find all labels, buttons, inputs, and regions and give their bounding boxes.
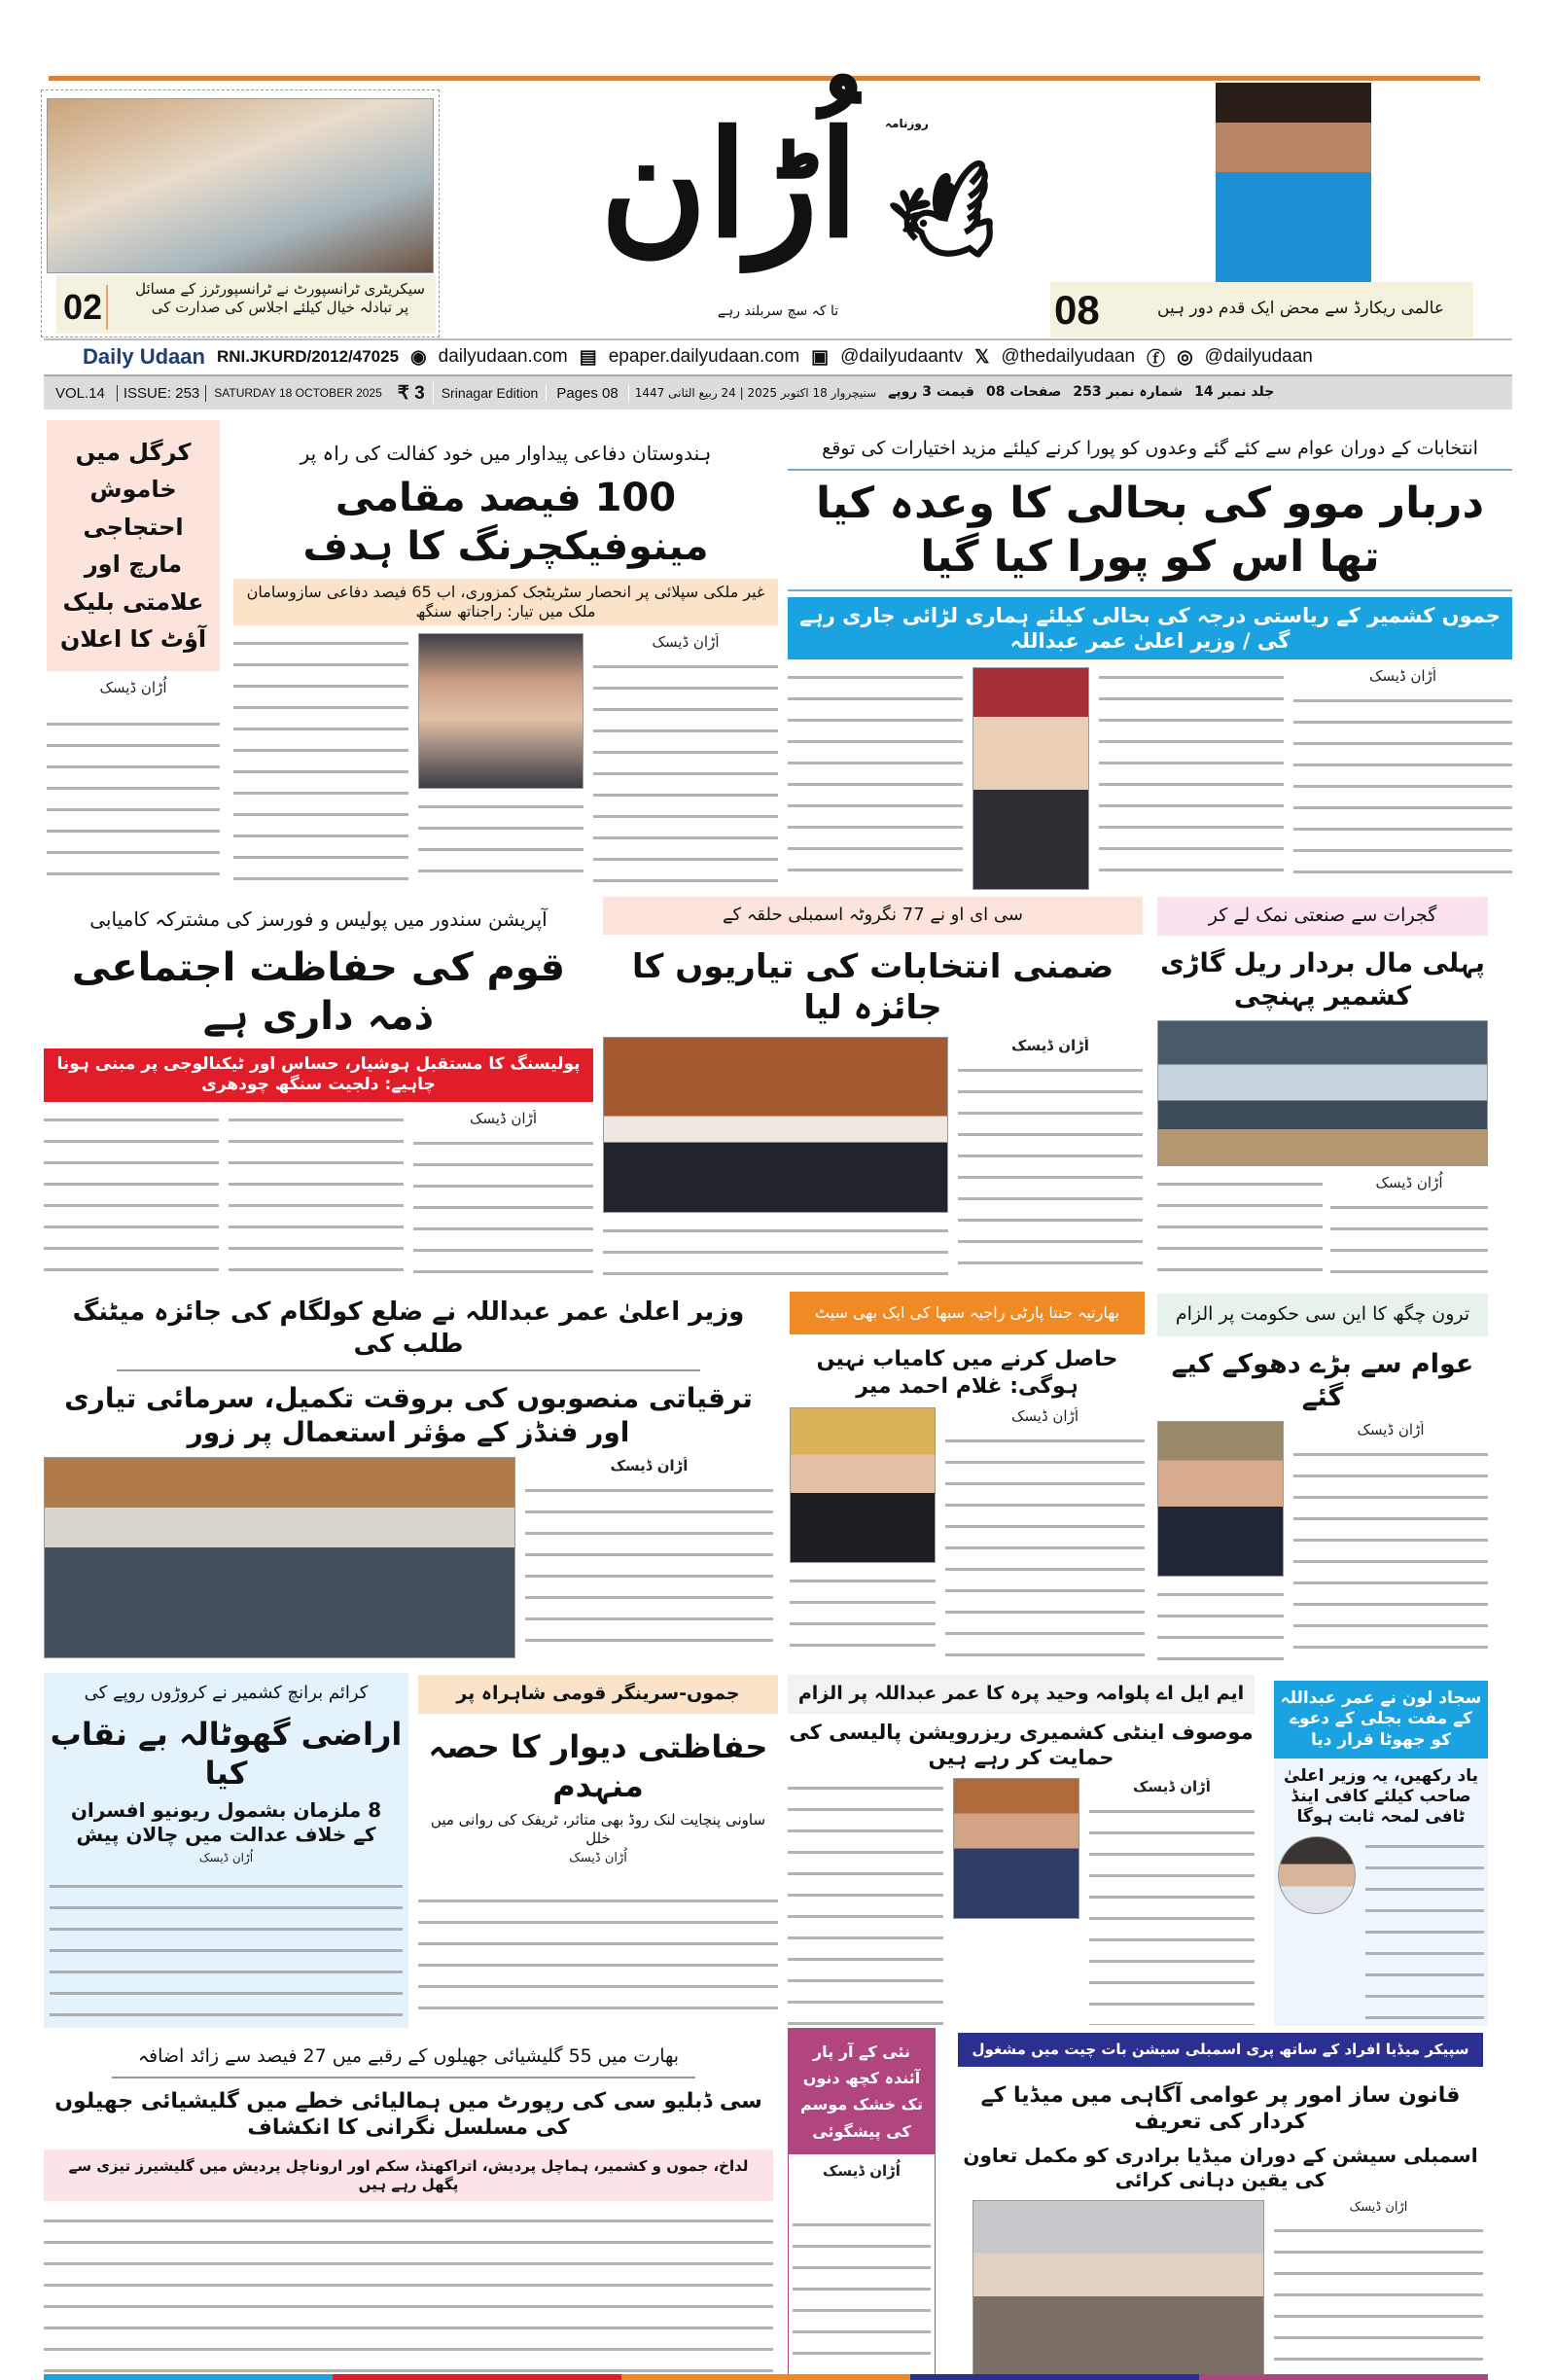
teaser-photo-cricketer (1216, 83, 1371, 282)
body-text (945, 1431, 1145, 1661)
story-sajad-lone[interactable] (1274, 1681, 1488, 2026)
headline: ترقیاتی منصوبوں کی بروقت تکمیل، سرمائی تیاری اور فنڈز کے مؤثر استعمال پر زور (64, 1382, 753, 1448)
issue-date: SATURDAY 18 OCTOBER 2025 (214, 386, 382, 400)
logo-text: اُڑان (600, 99, 859, 270)
urdu-price: قیمت 3 روپے (888, 384, 974, 401)
body-text (413, 1133, 593, 1280)
facebook-icon: ⓕ (1147, 348, 1166, 370)
story-land-scam[interactable] (44, 1673, 408, 2028)
story-glacier[interactable] (44, 2038, 773, 2373)
teaser-caption: عالمی ریکارڈ سے محض ایک قدم دور ہیں (1157, 299, 1444, 318)
byline: اُڑان ڈیسک (1010, 1407, 1079, 1425)
issue-number: ISSUE: 253 (118, 385, 206, 402)
teaser-page-number: 02 (59, 285, 108, 330)
urdu-issue: شمارہ نمبر 253 (1073, 384, 1184, 401)
instagram-icon: ◎ (1177, 346, 1193, 368)
body-text (1274, 2220, 1483, 2375)
x-link[interactable]: @thedailyudaan (1001, 346, 1136, 367)
story-body (44, 1457, 773, 1658)
story-body (1274, 1836, 1488, 2027)
right-teaser[interactable] (1050, 83, 1473, 337)
kicker: کرائم برانچ کشمیر نے کروڑوں روپے کی (84, 1683, 369, 1703)
bird-icon: 🕊 (880, 152, 1020, 287)
body-text (788, 667, 963, 890)
kicker: ہندوستان دفاعی پیداوار میں خود کفالت کی راہ پر (300, 442, 712, 465)
story-body (233, 633, 778, 885)
epaper-link[interactable]: epaper.dailyudaan.com (608, 346, 800, 367)
left-teaser[interactable] (41, 89, 440, 337)
body-text (788, 1778, 943, 2025)
body-text (1157, 1584, 1284, 1663)
body-text (1293, 691, 1512, 890)
body-text (229, 1110, 404, 1280)
headline: قوم کی حفاظت اجتماعی ذمہ داری ہے (71, 945, 566, 1039)
headline: کرگل میں خاموش احتجاجی مارچ اور علامتی بلیک آؤٹ کا اعلان (47, 420, 220, 671)
story-kargil[interactable] (47, 420, 220, 887)
urdu-date: سنیچروار 18 اکتوبر 2025 | 24 ربیع الثانی 1447 (634, 385, 877, 400)
registration: RNI.JKURD/2012/47025 (216, 347, 400, 366)
logo (584, 88, 1031, 331)
pages: Pages 08 (547, 385, 628, 402)
photo-ceo-meeting (603, 1037, 948, 1213)
byline: اُڑان ڈیسک (99, 679, 167, 697)
body-text (418, 797, 584, 885)
photo-waheed-para (953, 1778, 1079, 1919)
byline: اُڑان ڈیسک (1349, 2199, 1408, 2215)
story-speaker[interactable] (958, 2033, 1483, 2375)
social-link[interactable]: @dailyudaan (1204, 346, 1313, 367)
byline: اُڑان ڈیسک (1011, 1036, 1089, 1054)
headline: حفاظتی دیوار کا حصہ منہدم (428, 1727, 768, 1804)
story-byelection[interactable] (603, 897, 1143, 1281)
story-highway-wall[interactable] (418, 1675, 778, 2025)
body-text (47, 714, 220, 887)
headline: قانون ساز امور پر عوامی آگاہی میں میڈیا کے کردار کی تعریف (980, 2082, 1461, 2135)
byline: اُڑان ڈیسک (1368, 667, 1437, 686)
body-text (1330, 1197, 1488, 1281)
photo-tarun-chugh (1157, 1421, 1284, 1577)
story-lead-darbar-move[interactable] (788, 428, 1512, 890)
kicker: ایم ایل اے پلوامہ وحید پرہ کا عمر عبداللہ پر الزام (788, 1675, 1255, 1714)
photo-ghulam-ahmad-mir (790, 1407, 936, 1563)
body-text (793, 2215, 931, 2371)
kicker: سپیکر میڈیا افراد کے ساتھ پری اسمبلی سیشن بات چیت میں مشغول (958, 2033, 1483, 2067)
kicker: وزیر اعلیٰ عمر عبداللہ نے ضلع کولگام کی جائزہ میٹنگ طلب کی (72, 1297, 745, 1359)
headline: یاد رکھیں، یہ وزیر اعلیٰ صاحب کیلئے کافی اینڈ ٹافی لمحہ ثابت ہوگا (1284, 1765, 1478, 1828)
body-text (790, 1571, 936, 1661)
body-text (233, 633, 408, 885)
kicker: سی ای او نے 77 نگروٹہ اسمبلی حلقہ کے (603, 897, 1143, 935)
issue-bar (44, 374, 1512, 409)
body-text (1365, 1836, 1484, 2023)
subheadline: 8 ملزمان بشمول ریونیو افسران کے خلاف عدالت میں چالان پیش (70, 1797, 382, 1846)
story-police[interactable] (44, 900, 593, 1279)
byline: اُڑان ڈیسک (610, 1457, 689, 1474)
story-waheed-para[interactable] (788, 1675, 1255, 2025)
youtube-link[interactable]: @dailyudaantv (840, 346, 964, 367)
teaser-photo-meeting (47, 98, 434, 273)
body-text (44, 1110, 219, 1280)
story-body (790, 1407, 1145, 1661)
photo-rajnath-singh (418, 633, 584, 789)
headline: ضمنی انتخابات کی تیاریوں کا جائزہ لیا (631, 946, 1114, 1027)
subheadline: غیر ملکی سپلائی پر انحصار سٹریٹجک کمزوری، اب 65 فیصد دفاعی سازوسامان ملک میں تیار: راجناتھ سنگھ (233, 579, 778, 625)
byline: اُڑان ڈیسک (1375, 1174, 1443, 1192)
x-icon: 𝕏 (974, 346, 990, 368)
headline: دربار موو کی بحالی کا وعدہ کیا تھا اس کو پورا کیا گیا (815, 478, 1485, 582)
kicker: سجاد لون نے عمر عبداللہ کے مفت بجلی کے دعوے کو جھوٹا قرار دیا (1274, 1681, 1488, 1758)
headline: نئی کے آر پار آئندہ کچھ دنوں تک خشک موسم کی پیشگوئی (789, 2029, 935, 2154)
story-body (44, 1110, 593, 1280)
price: ₹ 3 (390, 382, 434, 405)
headline: عوام سے بڑے دھوکے کیے گئے (1171, 1348, 1474, 1412)
headline: سی ڈبلیو سی کی رپورٹ میں ہمالیائی خطے میں گلیشیائی جھیلوں کی مسلسل نگرانی کا انکشاف (54, 2088, 762, 2141)
urdu-volume: جلد نمبر 14 (1194, 384, 1275, 401)
logo-prefix: روزنامہ (885, 117, 929, 130)
website-link[interactable]: dailyudaan.com (438, 346, 568, 367)
body-text (603, 1221, 948, 1281)
story-body (1157, 1020, 1488, 1281)
byline: اُڑان ڈیسک (569, 1851, 627, 1866)
photo-speaker-assembly (972, 2200, 1264, 2375)
youtube-icon: ▣ (811, 346, 830, 368)
story-rail[interactable] (1157, 897, 1488, 1281)
headline: 100 فیصد مقامی مینوفیکچرنگ کا ہدف (302, 476, 709, 569)
kicker: جموں-سرینگر قومی شاہراہ پر (418, 1675, 778, 1714)
photo-sajad-lone (1278, 1836, 1356, 1914)
story-bjp[interactable] (790, 1292, 1145, 1661)
tagline: تا کہ سچ سربلند رہے (717, 303, 839, 319)
story-body (1157, 1421, 1488, 1663)
byline: اُڑان ڈیسک (1133, 1778, 1211, 1796)
story-kulgam[interactable] (44, 1289, 773, 1658)
story-defence[interactable] (233, 428, 778, 885)
subheadline: اسمبلی سیشن کے دوران میڈیا برادری کو مکمل تعاون کی یقین دہانی کرائی (963, 2143, 1478, 2191)
subheadline: پولیسنگ کا مستقبل ہوشیار، حساس اور ٹیکنالوجی پر مبنی ہونا چاہیے: دلجیت سنگھ چودھری (44, 1048, 593, 1102)
byline: اُڑان ڈیسک (469, 1109, 538, 1127)
kicker: بھارت میں 55 گلیشیائی جھیلوں کے رقبے میں 27 فیصد سے زائد اضافہ (137, 2045, 680, 2067)
byline: اُڑان ڈیسک (652, 633, 720, 651)
story-body (788, 667, 1512, 890)
edition: Srinagar Edition (434, 385, 548, 401)
body-text (418, 1891, 778, 2025)
body-text (50, 1876, 403, 2023)
body-text (593, 657, 778, 885)
body-text (1157, 1174, 1323, 1281)
body-text (44, 2211, 773, 2373)
teaser-page-number: 08 (1054, 287, 1100, 333)
byline: اُڑان ڈیسک (198, 1850, 254, 1865)
volume: VOL.14 (44, 385, 118, 402)
top-rule (49, 76, 1480, 81)
story-tarun-chugh[interactable] (1157, 1294, 1488, 1663)
brand-name: Daily Udaan (83, 344, 205, 369)
bottom-color-strip (44, 2374, 1488, 2380)
info-line (44, 338, 1512, 373)
story-weather[interactable] (788, 2028, 936, 2378)
teaser-caption: سیکریٹری ٹرانسپورٹ نے ٹرانسپورٹرز کے مسائل پر تبادلہ خیال کیلئے اجلاس کی صدارت کی (135, 280, 425, 316)
headline: حاصل کرنے میں کامیاب نہیں ہوگی: غلام احمد میر (816, 1347, 1118, 1399)
photo-freight-train (1157, 1020, 1488, 1166)
epaper-icon: ▤ (579, 346, 597, 368)
headline: پہلی مال بردار ریل گاڑی کشمیر پہنچی (1160, 947, 1485, 1012)
headline: اراضی گھوٹالہ بے نقاب کیا (50, 1715, 403, 1792)
body-text (1099, 667, 1284, 890)
story-body (603, 1037, 1143, 1282)
body-text (525, 1480, 773, 1658)
urdu-pages: صفحات 08 (985, 384, 1062, 401)
kicker: گجرات سے صنعتی نمک لے کر (1157, 897, 1488, 936)
story-body (788, 1778, 1255, 2025)
kicker: انتخابات کے دوران عوام سے کئے گئے وعدوں کو پورا کرنے کیلئے مزید اختیارات کی توقع (822, 438, 1478, 459)
subheadline: ساونی پنچایت لنک روڈ بھی متاثر، ٹریفک کی روانی میں خلل (430, 1810, 766, 1847)
kicker: بھارتیہ جنتا پارٹی راجیہ سبھا کی ایک بھی سیٹ (790, 1292, 1145, 1334)
globe-icon: ◉ (410, 346, 427, 368)
subheadline: لداخ، جموں و کشمیر، ہماچل پردیش، اتراکھنڈ، سکم اور اروناچل پردیش میں گلیشیرز تیزی سے پگھل رہے ہیں (44, 2149, 773, 2202)
byline: اُڑان ڈیسک (823, 2161, 901, 2180)
photo-omar-abdullah (972, 667, 1089, 890)
kicker: ترون چگھ کا این سی حکومت پر الزام (1157, 1294, 1488, 1336)
headline: موصوف اینٹی کشمیری ریزرویشن پالیسی کی حمایت کر رہے ہیں (789, 1720, 1254, 1769)
story-body (958, 2200, 1483, 2375)
byline: اُڑان ڈیسک (1357, 1421, 1425, 1439)
subheadline: جموں کشمیر کے ریاستی درجہ کی بحالی کیلئے ہماری لڑائی جاری رہے گی / وزیر اعلیٰ عمر عبداللہ (788, 597, 1512, 660)
body-text (958, 1060, 1143, 1282)
photo-kulgam-meeting (44, 1457, 515, 1658)
body-text (1293, 1444, 1488, 1663)
kicker: آپریشن سندور میں پولیس و فورسز کی مشترکہ کامیابی (89, 907, 548, 931)
body-text (1089, 1801, 1255, 2025)
